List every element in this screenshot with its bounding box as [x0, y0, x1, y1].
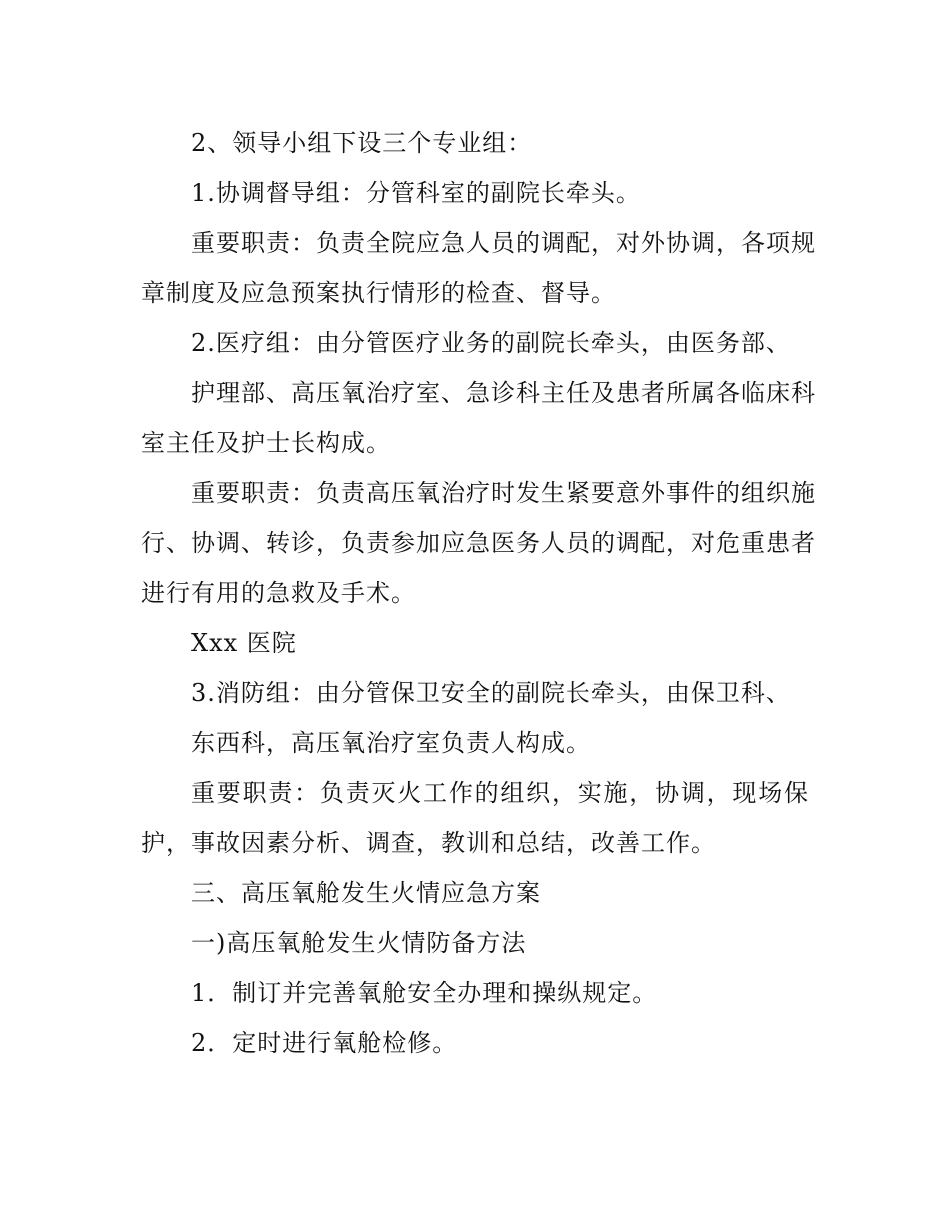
item-fire-group-line-2: 东西科，高压氧治疗室负责人构成。 — [191, 729, 591, 757]
prevention-item-1: 1．制订并完善氧舱安全办理和操纵规定。 — [191, 979, 658, 1007]
prevention-item-2: 2．定时进行氧舱检修。 — [191, 1029, 458, 1057]
fire-duties-line-1: 重要职责：负责灭火工作的组织，实施，协调，现场保 — [191, 779, 809, 807]
item-medical-group-line-2: 护理部、高压氧治疗室、急诊科主任及患者所属各临床科 — [191, 379, 816, 407]
section-heading-fire-plan: 三、高压氧舱发生火情应急方案 — [191, 879, 541, 907]
subsection-heading-prevention: 一)高压氧舱发生火情防备方法 — [191, 929, 527, 957]
item-medical-group-line-3: 室主任及护士长构成。 — [141, 429, 391, 457]
item-fire-group-line-1: 3.消防组：由分管保卫安全的副院长牵头，由保卫科、 — [191, 679, 791, 707]
medical-duties-line-3: 进行有用的急救及手术。 — [141, 579, 416, 607]
section-heading-subgroups: 2、领导小组下设三个专业组： — [191, 129, 533, 157]
hospital-name: Xxx 医院 — [191, 629, 297, 657]
medical-duties-line-1: 重要职责：负责高压氧治疗时发生紧要意外事件的组织施 — [191, 479, 816, 507]
medical-duties-line-2: 行、协调、转诊，负责参加应急医务人员的调配，对危重患者 — [141, 529, 816, 557]
coordination-duties-line-2: 章制度及应急预案执行情形的检查、督导。 — [141, 279, 616, 307]
fire-duties-line-2: 护，事故因素分析、调查，教训和总结，改善工作。 — [141, 829, 716, 857]
coordination-duties-line-1: 重要职责：负责全院应急人员的调配，对外协调，各项规 — [191, 229, 816, 257]
item-medical-group-line-1: 2.医疗组：由分管医疗业务的副院长牵头，由医务部、 — [191, 329, 791, 357]
item-coordination-group: 1.协调督导组：分管科室的副院长牵头。 — [191, 179, 641, 207]
